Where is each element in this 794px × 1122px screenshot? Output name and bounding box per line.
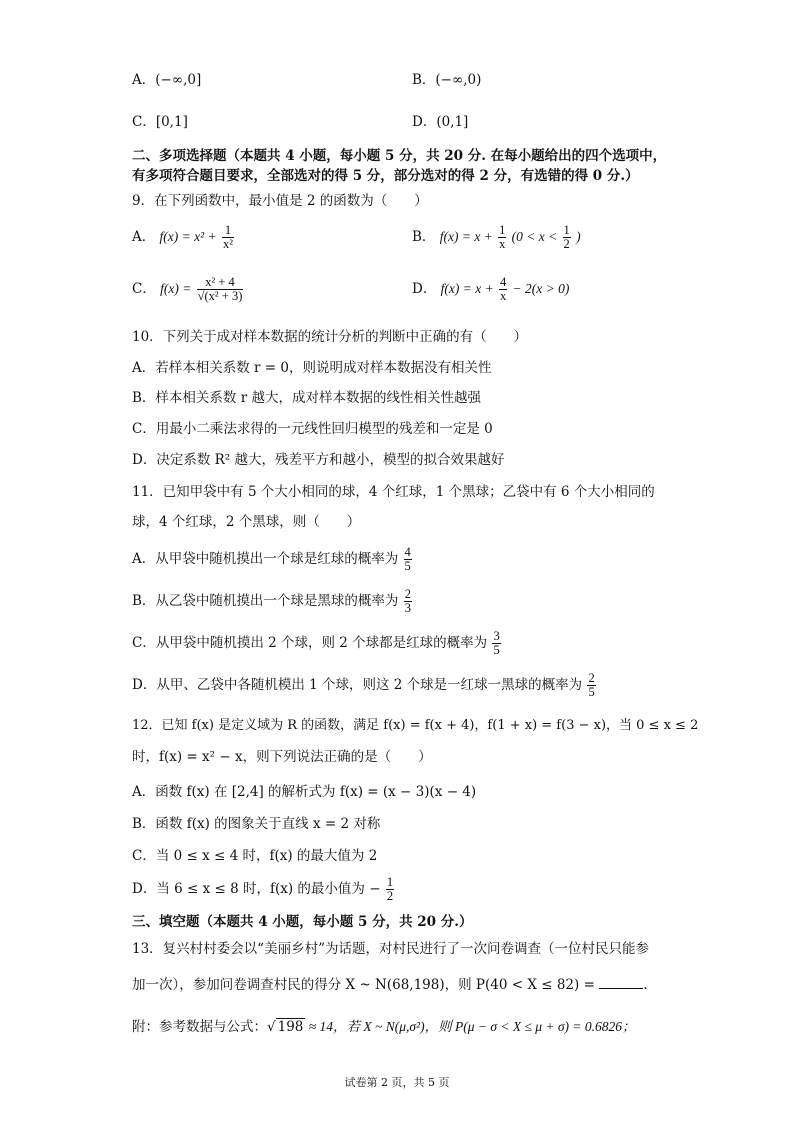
q11-option-b <box>132 588 413 615</box>
q9-option-a <box>132 224 235 251</box>
q11-b-num: 2 <box>404 587 411 601</box>
q13-note: 附：参考数据与公式：√ 198 ≈ 14，若 X ~ N(μ,σ²)，则 P(μ − σ < X ≤ μ + σ) = 0.6826； <box>132 1019 636 1035</box>
q8-option-c: C．[0,1] <box>132 114 188 130</box>
q9-d-label: D． <box>412 281 437 298</box>
q13-note-post: ≈ 14，若 X ~ N(μ,σ²)，则 P(μ − σ < X ≤ μ + σ) = 0.6826； <box>305 1019 636 1034</box>
q8-option-b: B．(−∞,0) <box>412 72 482 88</box>
section3-heading: 三、填空题（本题共 4 小题，每小题 5 分，共 20 分.） <box>132 914 473 930</box>
q11-a-num: 4 <box>404 545 411 559</box>
q9-d-num: 4 <box>500 275 507 289</box>
q9-c-expr: f(x) = <box>160 281 192 297</box>
q9-d-post: − 2(x > 0) <box>512 281 570 297</box>
q9-c-label: C． <box>132 281 156 298</box>
q12-stem-line1: 12．已知 f(x) 是定义域为 R 的函数，满足 f(x) = f(x + 4)，f(1 + x) = f(3 − x)，当 0 ≤ x ≤ 2 <box>132 718 699 733</box>
q10-stem: 10．下列关于成对样本数据的统计分析的判断中正确的有（ ） <box>132 329 528 345</box>
q9-b-cond-den: 2 <box>563 237 570 252</box>
q9-c-fraction <box>197 276 244 303</box>
q9-option-c <box>132 276 244 303</box>
q9-option-b <box>412 224 581 251</box>
q13-note-sqrt: 198 <box>277 1019 304 1035</box>
q10-option-c: C．用最小二乘法求得的一元线性回归模型的残差和一定是 0 <box>132 421 493 437</box>
section2-heading-line2: 有多项符合题目要求，全部选对的得 5 分，部分选对的得 2 分，有选错的得 0 分.） <box>132 168 639 184</box>
q13-answer-blank <box>599 987 643 989</box>
q9-d-den: x <box>500 289 507 304</box>
q9-stem: 9．在下列函数中，最小值是 2 的函数为（ ） <box>132 193 428 209</box>
q11-c-den: 5 <box>493 643 500 658</box>
q11-option-c <box>132 630 502 657</box>
q12-d-den: 2 <box>386 889 394 904</box>
q9-a-num: 1 <box>222 224 234 238</box>
section2-heading-line1: 二、多项选择题（本题共 4 小题，每小题 5 分，共 20 分. 在每小题给出的四个选项中， <box>132 148 667 164</box>
q9-b-cond-num: 1 <box>563 223 570 237</box>
q9-b-num: 1 <box>499 223 506 237</box>
q11-d-fraction <box>587 672 595 699</box>
q9-a-label: A． <box>132 229 156 246</box>
q12-stem-line2: 时，f(x) = x² − x，则下列说法正确的是（ ） <box>132 749 432 765</box>
q9-b-den: x <box>499 237 506 252</box>
q8-option-a: A．(−∞,0] <box>132 72 202 88</box>
q13-stem-line2 <box>132 979 648 993</box>
q11-option-a <box>132 546 413 573</box>
q9-c-num: x² + 4 <box>197 276 244 290</box>
q11-stem-line2: 球，4 个红球，2 个黑球，则（ ） <box>132 514 361 530</box>
q11-b-text: B．从乙袋中随机摸出一个球是黑球的概率为 <box>132 593 399 610</box>
q9-b-cond-post: ) <box>576 229 581 245</box>
q9-d-expr: f(x) = x + <box>440 281 494 297</box>
q9-b-cond-pre: (0 < x < <box>511 229 558 245</box>
q13-stem2-end: . <box>643 977 648 993</box>
q12-option-d <box>132 876 395 903</box>
q10-option-b: B．样本相关系数 r 越大，成对样本数据的线性相关性越强 <box>132 390 481 406</box>
q11-c-text: C．从甲袋中随机摸出 2 个球，则 2 个球都是红球的概率为 <box>132 635 488 652</box>
q11-d-text: D．从甲、乙袋中各随机模出 1 个球，则这 2 个球是一红球一黑球的概率为 <box>132 677 583 694</box>
q11-c-num: 3 <box>493 629 500 643</box>
q10-option-a: A．若样本相关系数 r = 0，则说明成对样本数据没有相关性 <box>132 360 492 376</box>
q9-b-label: B． <box>412 229 436 246</box>
q10-option-d: D．决定系数 R² 越大，残差平方和越小，模型的拟合效果越好 <box>132 452 505 468</box>
q11-a-text: A．从甲袋中随机摸出一个球是红球的概率为 <box>132 551 399 568</box>
q8-option-d: D．(0,1] <box>412 114 469 130</box>
q9-option-d <box>412 276 569 303</box>
q12-option-c: C．当 0 ≤ x ≤ 4 时，f(x) 的最大值为 2 <box>132 848 378 864</box>
q13-stem-line1: 13．复兴村村委会以“美丽乡村”为话题，对村民进行了一次问卷调查（一位村民只能参 <box>132 941 649 957</box>
q11-a-den: 5 <box>404 559 411 574</box>
q12-d-num: 1 <box>386 875 394 889</box>
q11-a-fraction <box>404 546 412 573</box>
q11-d-den: 5 <box>588 685 595 700</box>
q11-d-num: 2 <box>588 671 595 685</box>
q11-stem-line1: 11．已知甲袋中有 5 个大小相同的球，4 个红球，1 个黑球；乙袋中有 6 个大小相同的 <box>132 484 655 500</box>
q9-b-fraction <box>498 224 506 251</box>
q9-a-expr: f(x) = x² + <box>159 229 217 245</box>
q9-c-den: √(x² + 3) <box>197 289 243 304</box>
q9-d-fraction <box>499 276 507 303</box>
page-footer: 试卷第 2 页，共 5 页 <box>344 1076 450 1089</box>
q12-option-b: B．函数 f(x) 的图象关于直线 x = 2 对称 <box>132 816 381 832</box>
q9-b-expr: f(x) = x + <box>439 229 493 245</box>
q11-b-den: 3 <box>404 601 411 616</box>
q9-a-den: x² <box>222 237 233 252</box>
q13-stem2-text: 加一次），参加问卷调查村民的得分 X ~ N(68,198)，则 P(40 < X ≤ 82) = <box>132 977 595 993</box>
q13-note-pre: 附：参考数据与公式： <box>132 1019 267 1035</box>
q12-d-fraction <box>386 876 394 903</box>
q11-b-fraction <box>404 588 412 615</box>
q12-option-a: A．函数 f(x) 在 [2,4] 的解析式为 f(x) = (x − 3)(x − 4) <box>132 784 477 800</box>
q12-d-text: D．当 6 ≤ x ≤ 8 时，f(x) 的最小值为 − <box>132 881 381 898</box>
q11-option-d <box>132 672 597 699</box>
q11-c-fraction <box>492 630 500 657</box>
q9-a-fraction <box>222 224 234 251</box>
q9-b-cond-fraction <box>563 224 571 251</box>
